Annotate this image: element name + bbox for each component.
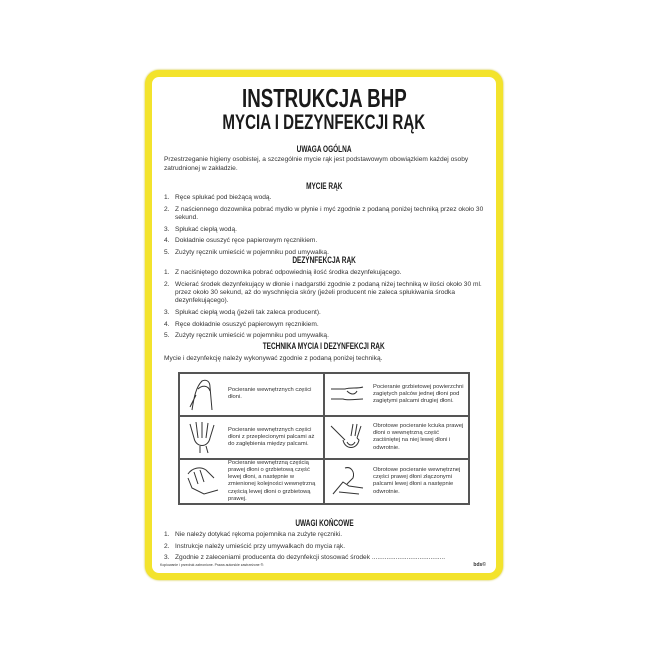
hands-palms-icon <box>184 377 222 411</box>
sign-subtitle: MYCIA I DEZYNFEKCJI RĄK <box>222 111 426 134</box>
technique-step: Pocieranie wewnętrznych części dłoni. <box>179 373 324 416</box>
list-item: 5. Zużyty ręcznik umieścić w pojemniku pod umywalką. <box>164 248 329 256</box>
list-item: 3. Spłukać ciepłą wodą. <box>164 225 237 233</box>
list-item: 3. Zgodnie z zaleceniami producenta do dezynfekcji stosować środek ........................................ <box>164 554 446 562</box>
list-item: 5. Zużyty ręcznik umieścić w pojemniku pod umywalką. <box>164 332 329 340</box>
list-item: 4. Dokładnie osuszyć ręce papierowym ręcznikiem. <box>164 237 318 245</box>
safety-sign <box>145 70 503 580</box>
final-heading: UWAGI KOŃCOWE <box>294 518 354 528</box>
list-item: 2. Wcierać środek dezynfekujący w dłonie i nadgarstki zgodnie z podaną niżej techniką w ilości około 30 ml. przez około 30 sekund, aż do wyschnięcia skóry (jeżeli producent nie zaleca spłukiwania środka dezynfekującego). <box>164 280 482 305</box>
disinfection-heading: DEZYNFEKCJA RĄK <box>292 255 356 265</box>
technique-step: Obrotowe pocieranie kciuka prawej dłoni o wewnętrzną część zaciśniętej na niej lewej dłoni i odwrotnie. <box>324 416 469 459</box>
sign-title: INSTRUKCJA BHP <box>241 83 407 113</box>
technique-step: Obrotowe pocieranie wewnętrznej części prawej dłoni złączonymi palcami lewej dłoni a następnie odwrotnie. <box>324 459 469 504</box>
list-item: 2. Instrukcje należy umieścić przy umywalkach do mycia rąk. <box>164 542 346 550</box>
list-item: 1. Ręce spłukać pod bieżącą wodą. <box>164 194 272 201</box>
technique-step: Pocieranie grzbietowej powierzchni zagiętych palców jednej dłoni pod zagiętymi palcami drugiej dłoni. <box>324 373 469 416</box>
final-list <box>164 531 484 566</box>
list-item: 3. Spłukać ciepłą wodą (jeżeli tak zaleca producent). <box>164 309 321 316</box>
hands-back-rub-icon <box>184 464 222 498</box>
hands-thumb-icon <box>329 420 367 454</box>
hands-backs-icon <box>329 377 367 411</box>
technique-step: Pocieranie wewnętrznych części dłoni z przeplecionymi palcami aż do zagłębienia między palcami. <box>179 416 324 459</box>
disinfection-list <box>164 269 484 344</box>
list-item: 2. Z naściennego dozownika pobrać mydło w płynie i myć zgodnie z podaną poniżej techniką przez około 30 sekund. <box>164 205 484 221</box>
list-item: 4. Ręce dokładnie osuszyć papierowym ręcznikiem. <box>164 320 319 328</box>
list-item: 1. Z naciśniętego dozownika pobrać odpowiednią ilość środka dezynfekującego. <box>164 269 402 276</box>
hands-fingertips-icon <box>329 464 367 498</box>
washing-heading: MYCIE RĄK <box>305 181 343 191</box>
general-text: Przestrzeganie higieny osobistej, a szczególnie mycie rąk jest podstawowym obowiązkiem każdej osoby zatrudnionej w zakładzie. <box>164 156 469 172</box>
washing-list <box>164 194 484 260</box>
technique-intro: Mycie i dezynfekcję należy wykonywać zgodnie z podaną poniżej techniką. <box>164 355 383 362</box>
technique-step: Pocieranie wewnętrzną częścią prawej dłoni o grzbietową część lewej dłoni, a następnie w zmienionej kolejności wewnętrzną częścią lewej dłoni o grzbietową prawej. <box>179 459 324 504</box>
technique-heading: TECHNIKA MYCIA I DEZYNFEKCJI RĄK <box>263 341 385 351</box>
publisher-logo: bds© <box>473 562 486 568</box>
general-heading: UWAGA OGÓLNA <box>296 144 352 154</box>
list-item: 1. Nie należy dotykać rękoma pojemnika na zużyte ręczniki. <box>164 531 343 538</box>
hands-interlaced-icon <box>184 420 222 454</box>
copyright-footer: Kopiowanie i przedruk zabronione. Prawa autorskie zastrzeżone ®. <box>160 563 265 567</box>
technique-table <box>178 372 470 505</box>
